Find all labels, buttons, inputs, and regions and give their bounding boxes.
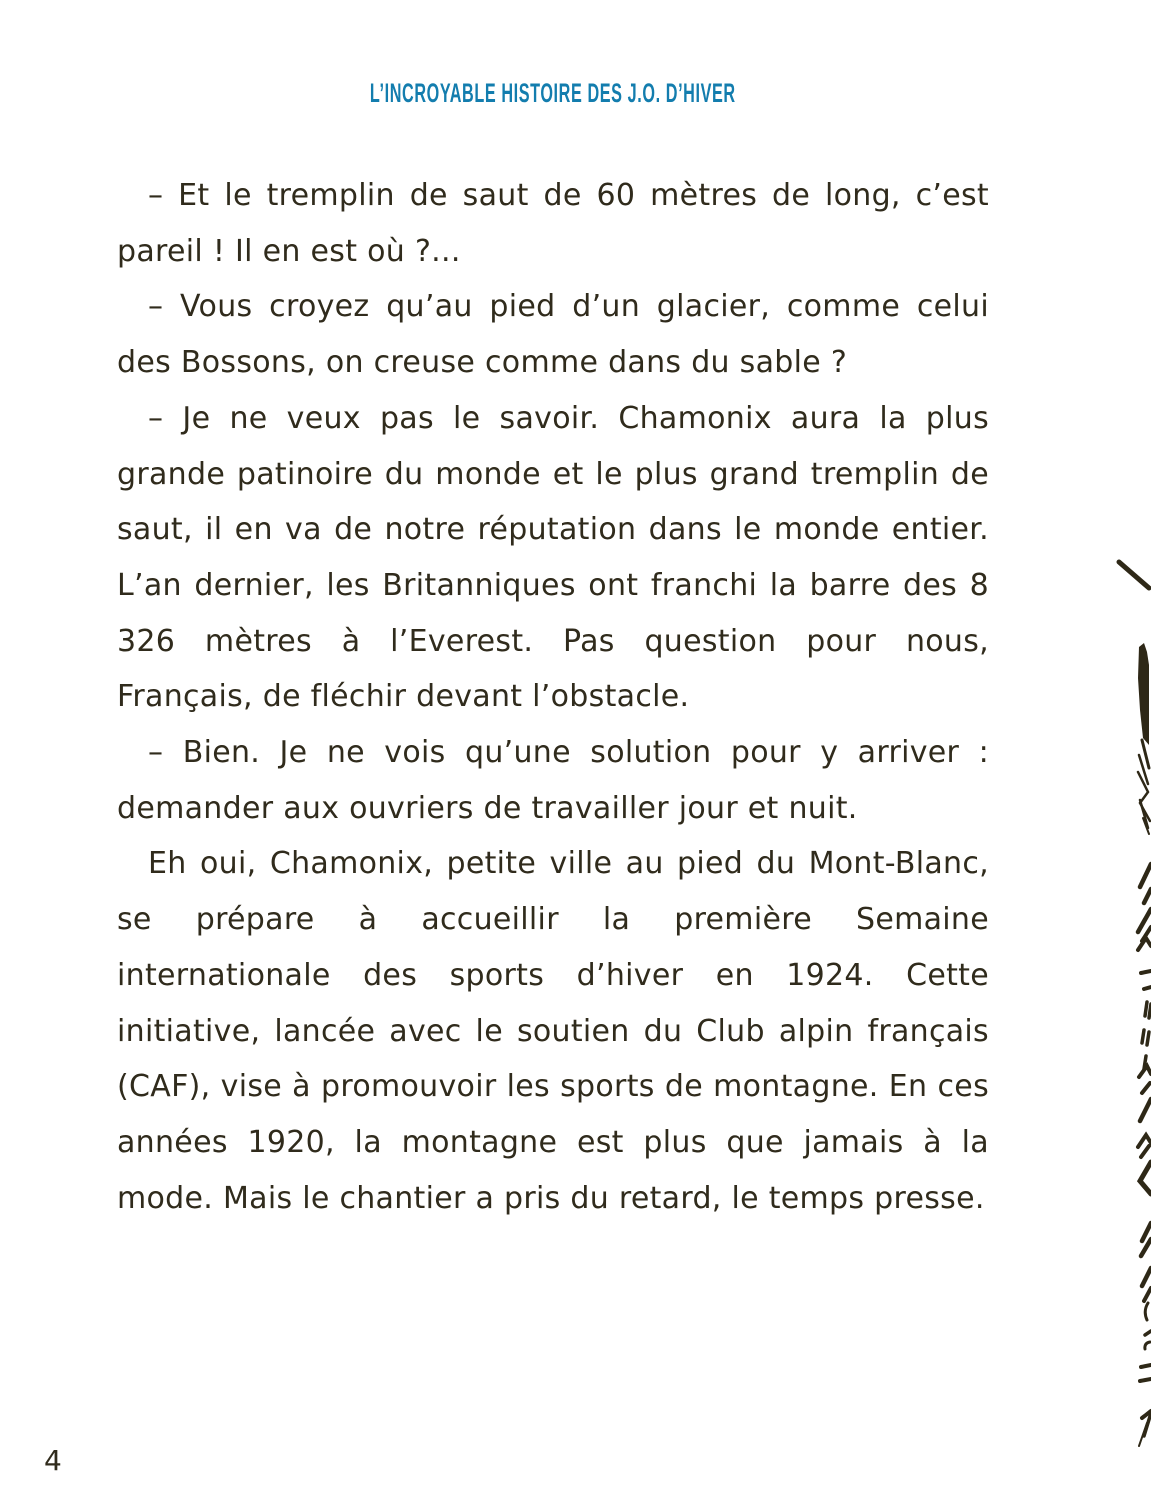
body-paragraph: – Et le tremplin de saut de 60 mètres de long, c’est pareil ! Il en est où ?... xyxy=(117,178,989,269)
body-text-column xyxy=(117,168,989,1226)
running-header-text: L’INCROYABLE HISTOIRE DES J.O. D’HIVER xyxy=(370,78,736,108)
edge-sketch-illustration xyxy=(1111,540,1151,1492)
body-paragraph: Eh oui, Chamonix, petite ville au pied du Mont-Blanc, se prépare à accueillir la première Semaine internationale des sports d’hiver en 1924. Cette initiative, lancée avec le soutien du Club alpin français (CAF), vise à promouvoir les sports de montagne. En ces années 1920, la montagne est plus que jamais à la mode. Mais le chantier a pris du retard, le temps presse. xyxy=(117,846,989,1216)
running-header xyxy=(117,78,989,109)
body-paragraph: – Vous croyez qu’au pied d’un glacier, comme celui des Bossons, on creuse comme dans du sable ? xyxy=(117,289,989,381)
body-paragraph: – Bien. Je ne vois qu’une solution pour y arriver : demander aux ouvriers de travailler jour et nuit. xyxy=(117,735,989,826)
body-paragraph: – Je ne veux pas le savoir. Chamonix aura la plus grande patinoire du monde et le plus grand tremplin de saut, il en va de notre réputation dans le monde entier. L’an dernier, les Britanniques ont franchi la barre des 8 326 mètres à l’Everest. Pas question pour nous, Français, de fléchir devant l’obstacle. xyxy=(117,400,989,715)
page-number: 4 xyxy=(44,1444,62,1477)
